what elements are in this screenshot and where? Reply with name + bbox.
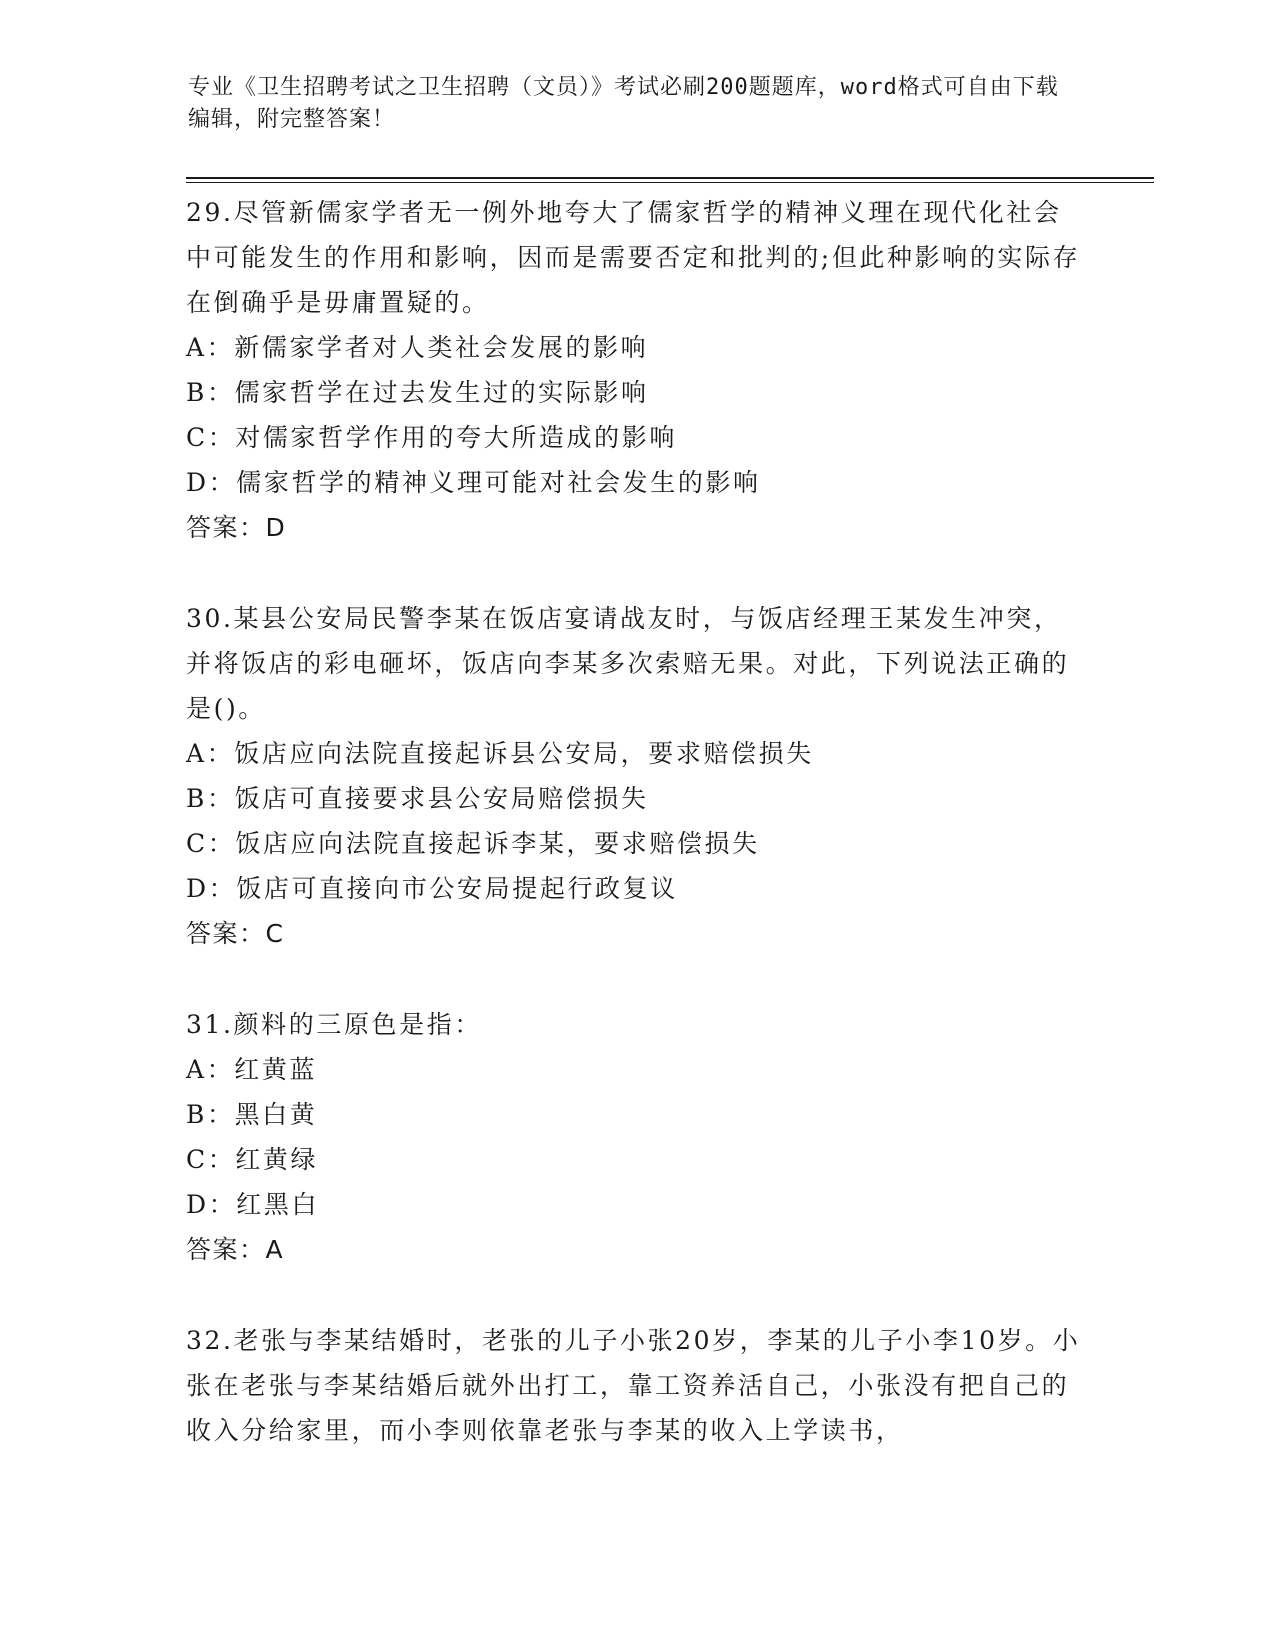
question-text: 32.老张与李某结婚时，老张的儿子小张20岁，李某的儿子小李10岁。小张在老张与李某结婚后就外出打工，靠工资养活自己，小张没有把自己的收入分给家里，而小李则依靠老张与李某的收入上学读书， [186, 1326, 1081, 1445]
question-29 [186, 190, 1086, 550]
option-d: D：红黑白 [186, 1190, 320, 1219]
spacer [186, 1272, 1086, 1318]
question-30 [186, 596, 1086, 956]
option-c: C：饭店应向法院直接起诉李某，要求赔偿损失 [186, 829, 760, 858]
option-a: A：饭店应向法院直接起诉县公安局，要求赔偿损失 [186, 739, 814, 768]
option-d: D：饭店可直接向市公安局提起行政复议 [186, 874, 678, 903]
answer: 答案：C [186, 919, 285, 948]
option-a: A：新儒家学者对人类社会发展的影响 [186, 333, 649, 362]
option-a: A：红黄蓝 [186, 1055, 318, 1084]
spacer [186, 550, 1086, 596]
question-text: 31.颜料的三原色是指： [186, 1010, 482, 1039]
option-b: B：饭店可直接要求县公安局赔偿损失 [186, 784, 649, 813]
question-text: 29.尽管新儒家学者无一例外地夸大了儒家哲学的精神义理在现代化社会中可能发生的作用和影响，因而是需要否定和批判的;但此种影响的实际存在倒确乎是毋庸置疑的。 [186, 198, 1081, 317]
option-c: C：对儒家哲学作用的夸大所造成的影响 [186, 423, 677, 452]
option-b: B：儒家哲学在过去发生过的实际影响 [186, 378, 649, 407]
answer: 答案：D [186, 513, 287, 542]
answer: 答案：A [186, 1235, 285, 1264]
question-text: 30.某县公安局民警李某在饭店宴请战友时，与饭店经理王某发生冲突，并将饭店的彩电砸坏，饭店向李某多次索赔无果。对此，下列说法正确的是()。 [186, 604, 1070, 723]
header-divider-thin [186, 182, 1154, 183]
question-31 [186, 1002, 1086, 1272]
question-32 [186, 1318, 1086, 1453]
option-b: B：黑白黄 [186, 1100, 318, 1129]
spacer [186, 956, 1086, 1002]
option-c: C：红黄绿 [186, 1145, 319, 1174]
document-header: 专业《卫生招聘考试之卫生招聘（文员）》考试必刷200题题库，word格式可自由下载编辑，附完整答案！ [188, 75, 1059, 132]
option-d: D：儒家哲学的精神义理可能对社会发生的影响 [186, 468, 761, 497]
header-divider [186, 177, 1154, 179]
question-list [186, 190, 1086, 1453]
